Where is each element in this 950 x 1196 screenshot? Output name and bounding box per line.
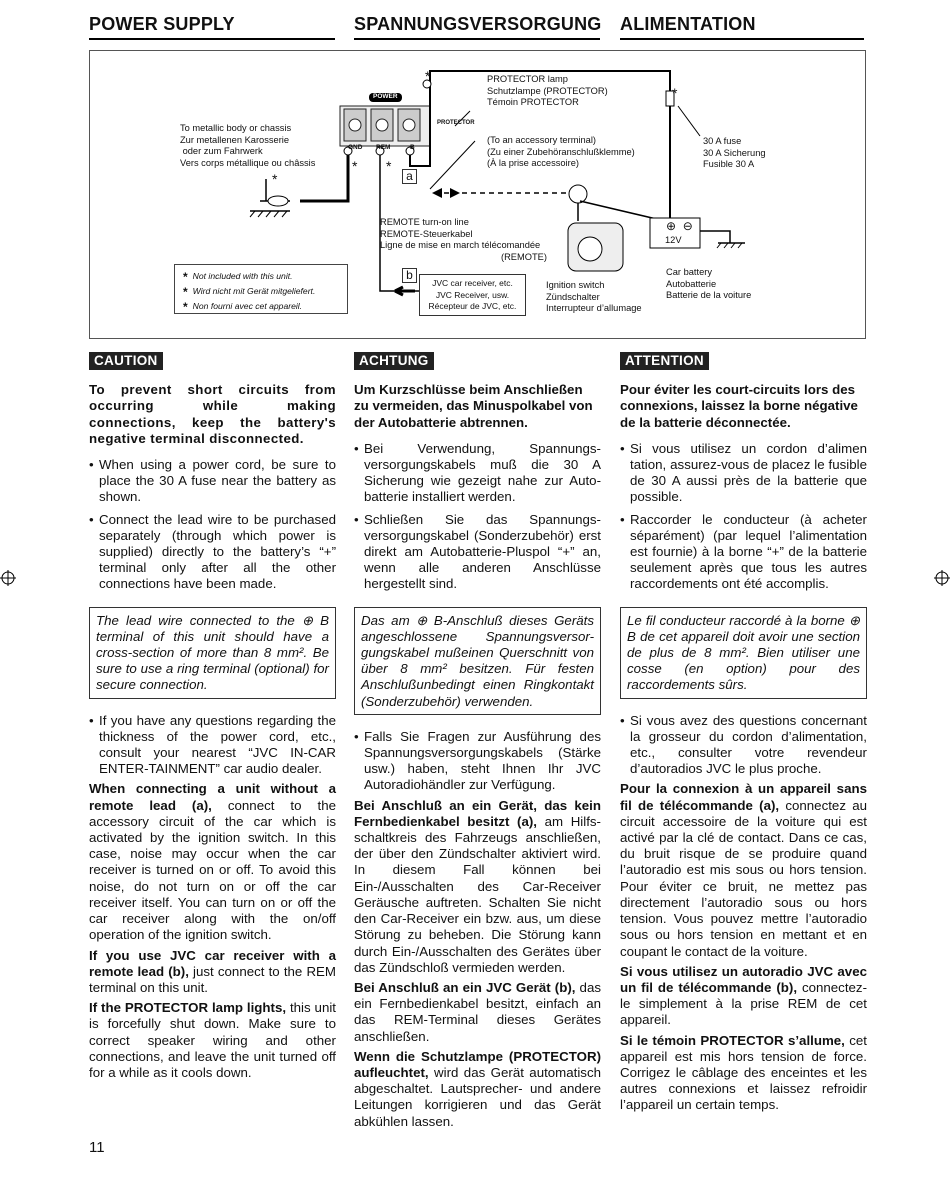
achtung-badge: ACHTUNG <box>354 352 434 370</box>
car-battery-label: Car battery Autobatterie Batterie de la voiture <box>666 267 752 301</box>
page-number: 11 <box>89 1139 105 1156</box>
cross-section-note: Das am ⊕ B-Anschluß dieses Geräts angeschlossene Spannungsversor-gungskabel mußeinen Querschnitt von über 8 mm² besitzen. Für festen Anschlußunbedingt einen Ringkontakt (Sonderzubehör) verwenden. <box>354 607 601 715</box>
accessory-terminal-label: (To an accessory terminal) (Zu einer Zubehöranschlußklemme) (À la prise accessoire) <box>487 135 635 169</box>
header-spannungsversorgung: SPANNUNGSVERSORGUNG <box>354 14 602 34</box>
cross-section-note: The lead wire connected to the ⊕ B terminal of this unit should have a cross-section of more than 8 mm². Be sure to use a ring terminal (optional) for secure connection. <box>89 607 336 699</box>
star-mark: * <box>425 68 431 84</box>
terminal-block <box>340 106 430 146</box>
bullet-dealer: • Falls Sie Fragen zur Ausführung des Spannungsversorgungskabels (Stärke usw.) haben, steht Ihnen Ihr JVC Autoradiohändler zur Verfügung. <box>354 729 601 794</box>
jvc-receiver-box <box>419 274 526 316</box>
bullet-lead-wire: • Connect the lead wire to be purchased separately (through which power is supplied) directly to the battery’s “+” terminal only after all the other connections have been made. <box>89 512 336 593</box>
bullet-fuse: • Si vous utilisez un cordon d’alimen tation, assurez-vous de placez le fusible de 30 A aussi près de la batterie que possible. <box>620 441 867 506</box>
paragraph-protector: If the PROTECTOR lamp lights, this unit is forcefully shut down. Make sure to correct speaker wiring and other connections, and leave the unit turned off for a while as it cools down. <box>89 1000 336 1080</box>
remote-line-label: REMOTE turn-on line REMOTE-Steuerkabel Ligne de mise en march télécomandée (REMOTE) <box>380 217 547 262</box>
bullet-fuse: • When using a power cord, be sure to place the 30 A fuse near the battery as shown. <box>89 457 336 506</box>
cross-section-note: Le fil conducteur raccordé à la borne ⊕ B de cet appareil doit avoir une section de plus de 8 mm². Bien utiliser une cosse (en option) pour des raccordements sûrs. <box>620 607 867 699</box>
paragraph-remote: Bei Anschluß an ein JVC Gerät (b), das ein Fernbedienkabel besitzt, einfach an das REM-Terminal dieses Gerätes anschließen. <box>354 979 601 1044</box>
battery-volt-label: 12V <box>665 235 682 245</box>
registration-mark-icon <box>934 570 950 586</box>
paragraph-no-remote: Bei Anschluß an ein Gerät, das kein Fernbedienkabel besitzt (a), am Hilfs-schaltkreis des Fahrzeugs anschließen, der über den Zündschalter aktiviert wird. In diesem Fall können bei Ein-/Ausschalten des Car-Receiver Geräusche auftreten. Schalten Sie nicht den Car-Receiver ein bzw. aus, um diese Störung zu beheben. Die Störung kann durch Ein-/Ausschalten des Gerätes über das Zündschloß vermieden werden. <box>354 797 601 975</box>
bullet-lead-wire: • Raccorder le conducteur (à acheter séparément) (par lequel l’alimentation est fournie) à la borne “+” de la batterie seulement après que tous les autres raccordements ont été accomplis. <box>620 512 867 593</box>
star-mark: * <box>386 158 392 174</box>
caution-lead: To prevent short circuits from occurring while making connections, keep the battery's negative terminal disconnected. <box>89 382 336 446</box>
letter-a-marker: a <box>402 169 417 184</box>
paragraph-remote: Si vous utilisez un autoradio JVC avec un fil de télécommande (b), connectez-le simplement à la prise REM de cet appareil. <box>620 963 867 1028</box>
column-english <box>89 352 336 1081</box>
gnd-terminal-label: GND <box>348 144 363 151</box>
power-label: POWER <box>373 93 398 100</box>
header-rule <box>354 38 600 40</box>
metal-body-label: To metallic body or chassis Zur metallenen Karosserie oder zum Fahrwerk Vers corps métallique ou châssis <box>180 123 316 168</box>
paragraph-protector: Si le témoin PROTECTOR s’allume, cet appareil est mis hors tension de force. Corrigez le câblage des enceintes et les autres connexions et laissez refroidir l’appareil un certain temps. <box>620 1032 867 1113</box>
attention-lead: Pour éviter les court-circuits lors des connexions, laissez la borne négative de la batterie déconnectée. <box>620 382 858 430</box>
protector-lamp-label: PROTECTOR lamp Schutzlampe (PROTECTOR) Témoin PROTECTOR <box>487 74 608 108</box>
paragraph-no-remote: Pour la connexion à un appareil sans fil de télécommande (a), connectez au circuit accessoire de la voiture qui est activé par la clé de contact. Dans ce cas, du bruit risque de se produire quand l’autoradio est mis sous ou hors tension. Pour éviter ce bruit, ne mettez pas directement l’autoradio sous ou hors tension. Vous pouvez mettre l’autoradio sous ou hors tension en mettant et en coupant le contact de la voiture. <box>620 781 867 959</box>
column-german <box>354 352 601 1130</box>
rem-terminal-label: REM <box>376 144 391 151</box>
achtung-lead: Um Kurzschlüsse beim Anschließen zu vermeiden, das Minuspolkabel von der Autobatterie abtrennen. <box>354 382 593 430</box>
star-mark: * <box>672 85 678 101</box>
ignition-switch-label: Ignition switch Zündschalter Interrupteur d’allumage <box>546 280 642 314</box>
star-mark: * <box>352 158 358 174</box>
column-french <box>620 352 867 1114</box>
bullet-dealer: • If you have any questions regarding the thickness of the power cord, etc., consult your nearest “JVC IN-CAR ENTER-TAINMENT” car audio dealer. <box>89 713 336 778</box>
fuse-label: 30 A fuse 30 A Sicherung Fusible 30 A <box>703 136 766 170</box>
wiring-diagram <box>89 50 866 339</box>
not-included-notes: * Not included with this unit. * Wird nicht mit Gerät mitgeliefert. * Non fourni avec cet appareil. <box>174 264 348 314</box>
paragraph-protector: Wenn die Schutzlampe (PROTECTOR) aufleuchtet, wird das Gerät automatisch abgeschaltet. Lautsprecher- und andere Leitungen korrigieren und das Gerät abkühlen lassen. <box>354 1048 601 1129</box>
paragraph-no-remote: When connecting a unit without a remote lead (a), connect to the accessory circuit of the car which is activated by the ignition switch. In this case, noise may occur when the car receiver is turned on or off. To avoid this noise, do not turn on or off the car receiver itself. You can turn on or off the car receiver along with the on/off operation of the ignition switch. <box>89 781 336 943</box>
registration-mark-icon <box>0 570 16 586</box>
ignition-terminal <box>569 185 587 203</box>
header-rule <box>89 38 335 40</box>
header-alimentation: ALIMENTATION <box>620 14 756 34</box>
jvc-receiver-label: JVC car receiver, etc. JVC Receiver, usw. Récepteur de JVC, etc. <box>428 278 517 312</box>
battery-plus-icon: ⊕ ⊖ <box>666 219 693 233</box>
header-rule <box>620 38 864 40</box>
bullet-dealer: • Si vous avez des questions concernant la grosseur du cordon d’alimentation, etc., consulter votre revendeur d’autoradios JVC le plus proche. <box>620 713 867 778</box>
letter-b-marker: b <box>402 268 417 283</box>
bullet-lead-wire: • Schließen Sie das Spannungs-versorgungskabel (Sonderzubehör) erst direkt am Autobatterie-Pluspol “+” an, wenn alle anderen Anschlüsse hergestellt sind. <box>354 512 601 593</box>
star-mark: * <box>272 171 278 187</box>
header-power-supply: POWER SUPPLY <box>89 14 235 34</box>
caution-badge: CAUTION <box>89 352 163 370</box>
attention-badge: ATTENTION <box>620 352 709 370</box>
protector-small-label: PROTECTOR <box>437 120 475 126</box>
b-terminal-label: B <box>410 144 415 151</box>
bullet-fuse: • Bei Verwendung, Spannungs-versorgungskabels muß die 30 A Sicherung wie gezeigt nahe zur Auto-batterie installiert werden. <box>354 441 601 506</box>
paragraph-remote: If you use JVC car receiver with a remote lead (b), just connect to the REM terminal on this unit. <box>89 947 336 995</box>
